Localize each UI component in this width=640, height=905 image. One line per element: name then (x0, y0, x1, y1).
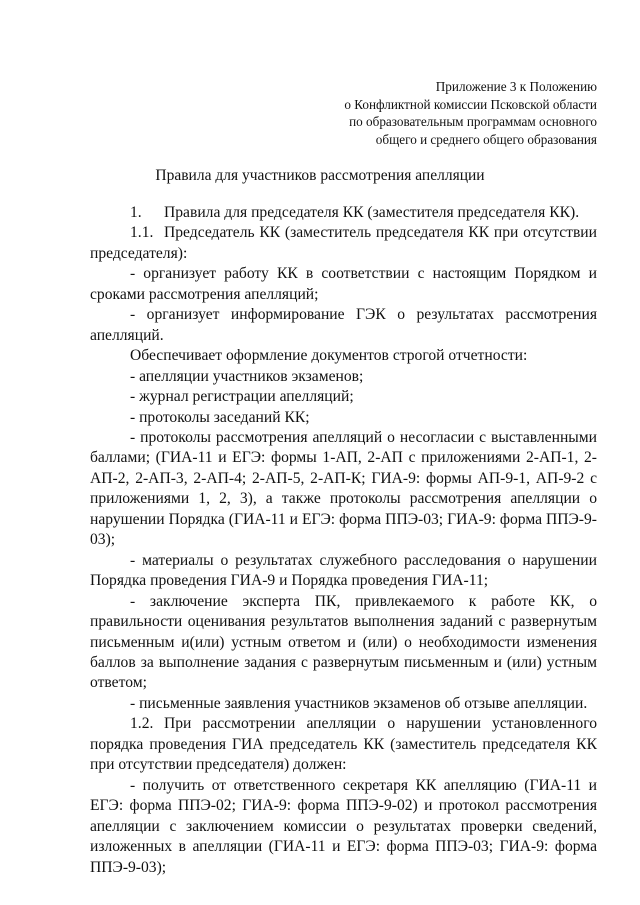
paragraph: - получить от ответственного секретаря КК апелляцию (ГИА-11 и ЕГЭ: форма ППЭ-02; ГИА-9: форма ППЭ-9-02) и протокол рассмотрения апелляции с заключением комиссии о результатах проверки сведений, изложенных в апелляции (ГИА-11 и ЕГЭ: форма ППЭ-03; ГИА-9: форма ППЭ-9-03); (90, 776, 597, 876)
section-1-2 (90, 714, 597, 775)
section-text: Председатель КК (заместитель председателя КК при отсутствии председателя): (90, 224, 597, 262)
paragraph: - апелляции участников экзаменов; (130, 367, 364, 385)
section-1-1 (90, 223, 597, 264)
section-text: При рассмотрении апелляции о нарушении установленного порядка проведения ГИА председатель КК (заместитель председателя КК при отсутствии председателя) должен: (90, 715, 597, 774)
paragraph: - организует работу КК в соответствии с настоящим Порядком и сроками рассмотрения апелляций; (90, 265, 597, 303)
document-body (90, 203, 597, 878)
appendix-line: о Конфликтной комиссии Псковской области (344, 96, 597, 112)
document-title: Правила для участников рассмотрения апелляции (155, 167, 485, 184)
paragraph: - протоколы заседаний КК; (130, 408, 310, 426)
paragraph: - материалы о результатах служебного расследования о нарушении Порядка проведения ГИА-9 и Порядка проведения ГИА-11; (90, 551, 597, 590)
appendix-line: Приложение 3 к Положению (435, 79, 597, 94)
section-number: 1. (130, 204, 142, 221)
paragraph: - организует информирование ГЭК о результатах рассмотрения апелляций. (90, 306, 597, 344)
paragraph: - журнал регистрации апелляций; (130, 388, 354, 406)
appendix-line: по образовательным программам основного (349, 114, 597, 129)
section-number: 1.2. (130, 715, 154, 733)
paragraph: - протоколы рассмотрения апелляций о несогласии с выставленными баллами; (ГИА-11 и ЕГЭ: формы 1-АП, 2-АП с приложениями 2-АП-1, 2-АП-2, 2-АП-3, 2-АП-4; 2-АП-5, 2-АП-К; ГИА-9: формы АП-9-1, АП-9-2 с приложениями 1, 2, 3), а также протоколы рассмотрения апелляции о нарушении Порядка (ГИА-11 и ЕГЭ: форма ППЭ-03; ГИА-9: форма ППЭ-9-03); (90, 428, 597, 549)
paragraph: Обеспечивает оформление документов строгой отчетности: (130, 347, 528, 365)
paragraph: - заключение эксперта ПК, привлекаемого к работе КК, о правильности оценивания результатов выполнения заданий с развернутым письменным и(или) устным ответом и (или) о необходимости изменения баллов за выполнение задания с развернутым письменным и (или) устным ответом; (90, 592, 597, 692)
section-number: 1.1. (130, 224, 154, 242)
appendix-line: общего и среднего общего образования (375, 131, 597, 147)
section-text: Правила для председателя КК (заместителя председателя КК). (164, 204, 580, 221)
paragraph: - письменные заявления участников экзаменов об отзыве апелляции. (130, 694, 588, 712)
appendix-header (344, 78, 597, 148)
section-1-heading (90, 203, 597, 223)
